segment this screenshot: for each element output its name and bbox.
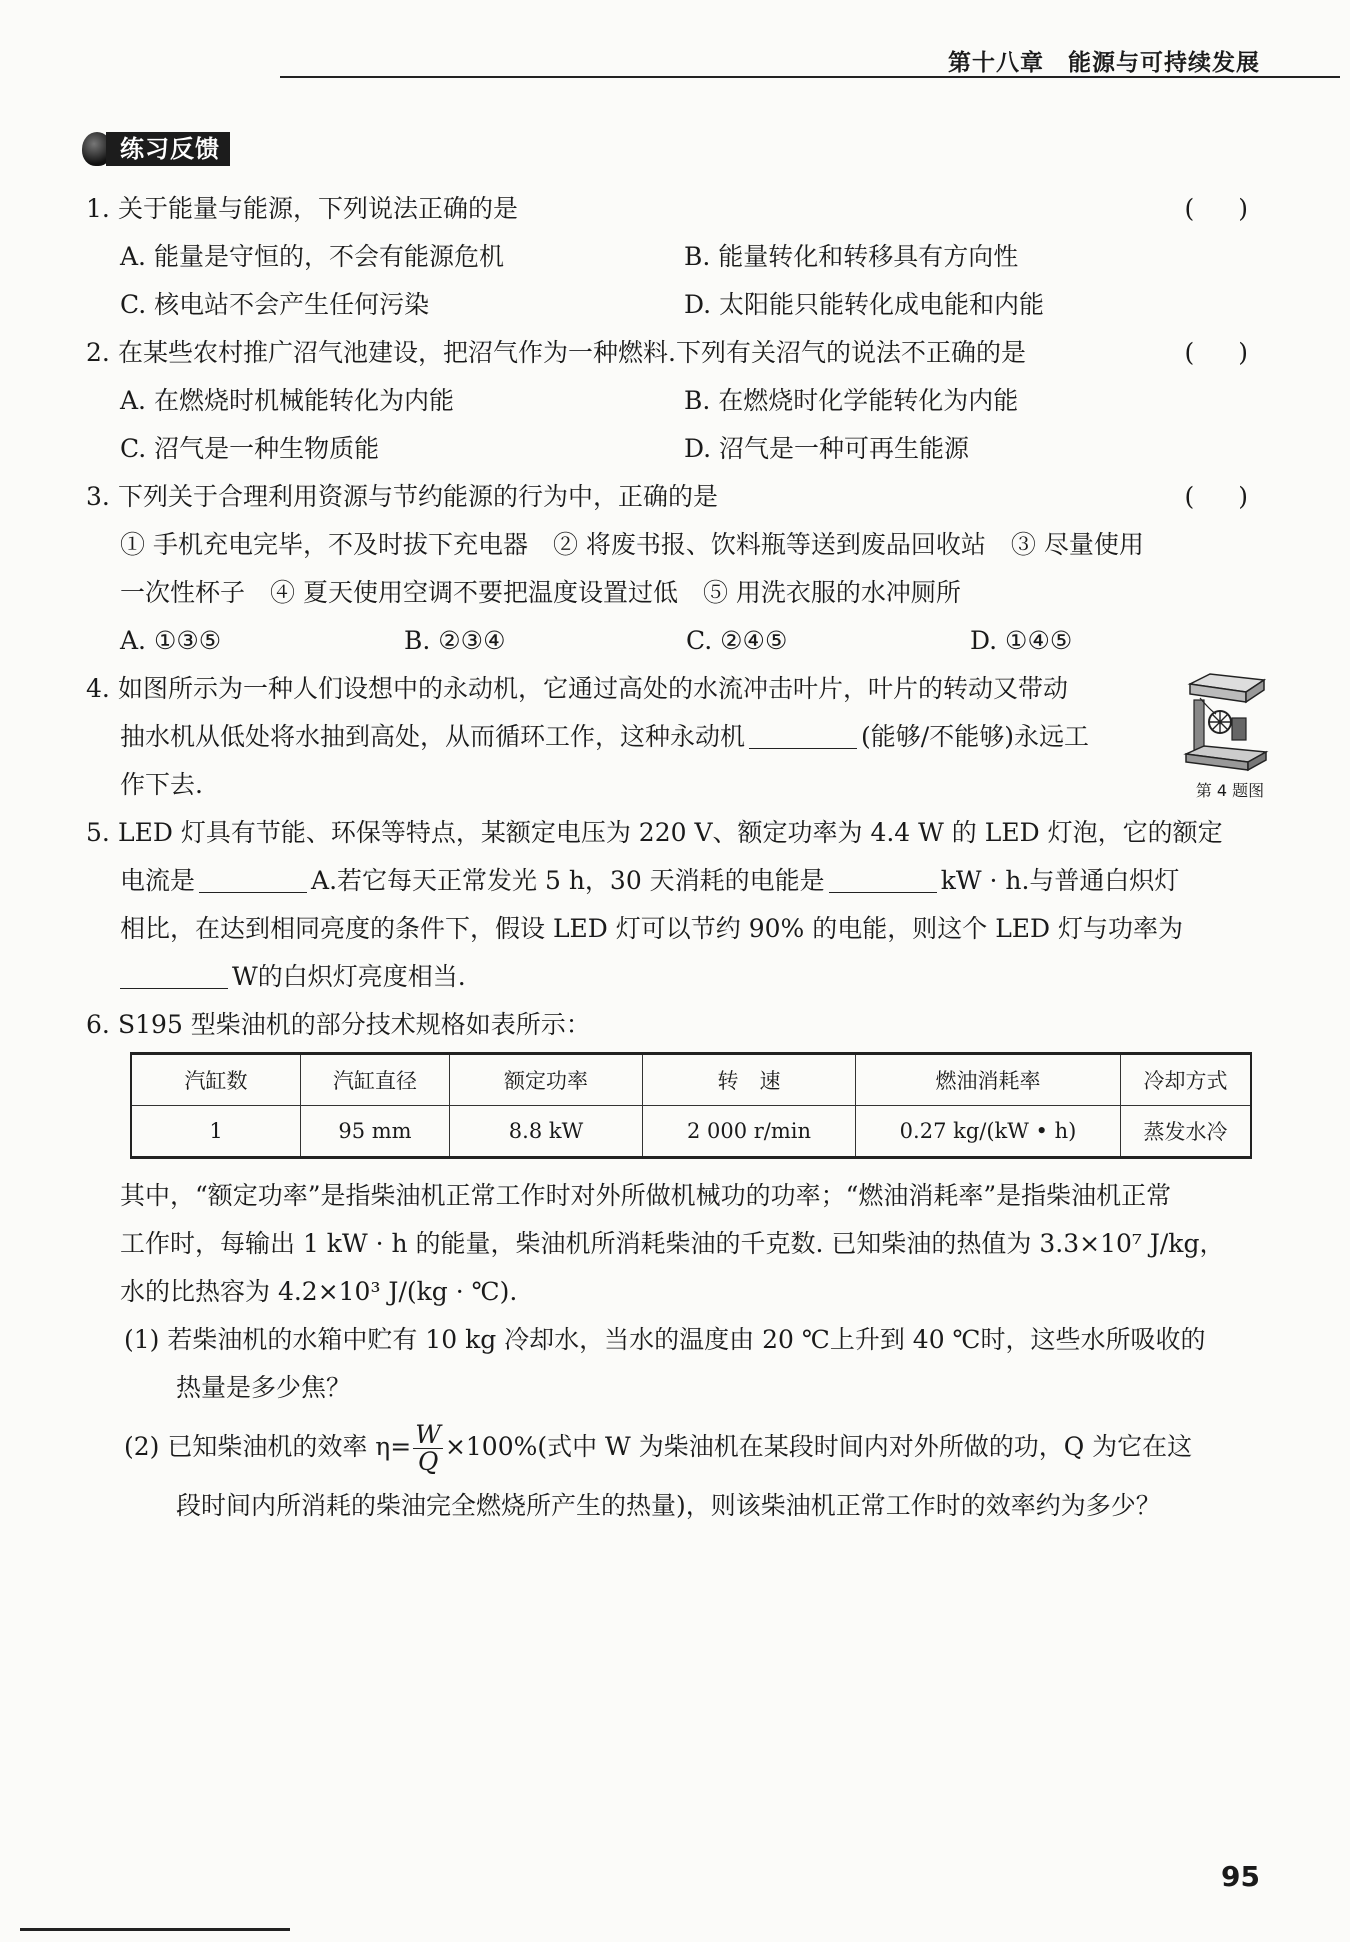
efficiency-fraction — [413, 1422, 443, 1475]
q4-number: 4. — [86, 674, 110, 703]
q4-line-2 — [86, 713, 1266, 761]
q5-line-1 — [86, 809, 1266, 857]
q3-items-line-1: ① 手机充电完毕，不及时拔下充电器 ② 将废书报、饮料瓶等送到废品回收站 ③ 尽量使用 — [120, 530, 1144, 559]
q3-stem-line — [86, 473, 1266, 521]
q1-option-d: D. 太阳能只能转化成电能和内能 — [684, 290, 1045, 319]
q5-text-2b: A.若它每天正常发光 5 h，30 天消耗的电能是 — [311, 866, 825, 895]
table-header-cell: 燃油消耗率 — [856, 1054, 1121, 1106]
q6-sub2-line-1 — [86, 1412, 1266, 1482]
q5-line-4 — [86, 953, 1266, 1001]
table-cell: 2 000 r/min — [643, 1106, 856, 1158]
q3-answer-parens: ( ) — [1184, 482, 1266, 511]
fraction-denominator: Q — [417, 1447, 439, 1476]
q5-blank-power — [120, 960, 228, 989]
table-cell: 95 mm — [301, 1106, 450, 1158]
table-cell: 0.27 kg/(kW • h) — [856, 1106, 1121, 1158]
q6-stem: S195 型柴油机的部分技术规格如表所示： — [118, 1010, 591, 1039]
q4-answer-blank — [749, 720, 857, 749]
q4-text-1: 如图所示为一种人们设想中的永动机，它通过高处的水流冲击叶片，叶片的转动又带动 — [118, 674, 1069, 703]
q3-stem: 下列关于合理利用资源与节约能源的行为中，正确的是 — [118, 482, 719, 511]
table-header-row — [131, 1054, 1251, 1106]
q6-continued — [86, 1172, 1266, 1530]
q3-options-row — [86, 617, 1266, 665]
q2-option-b: B. 在燃烧时化学能转化为内能 — [684, 386, 1019, 415]
q4-figure-caption: 第 4 题图 — [1195, 781, 1265, 800]
q6-sub2-post: ×100%(式中 W 为柴油机在某段时间内对外所做的功，Q 为它在这 — [444, 1432, 1193, 1461]
q5-text-2a: 电流是 — [120, 866, 196, 895]
q5-line-2 — [86, 857, 1266, 905]
q6-sub2-line-2: 段时间内所消耗的柴油完全燃烧所产生的热量)，则该柴油机正常工作时的效率约为多少？ — [176, 1491, 1161, 1520]
q4-line-1 — [86, 665, 1266, 713]
q2-option-c: C. 沼气是一种生物质能 — [120, 434, 380, 463]
q1-option-b: B. 能量转化和转移具有方向性 — [684, 242, 1019, 271]
page-header — [280, 0, 1350, 80]
q4-text-2a: 抽水机从低处将水抽到高处，从而循环工作，这种永动机 — [120, 722, 746, 751]
page-number: 95 — [1221, 1860, 1260, 1893]
q6-desc-line-2: 工作时，每输出 1 kW · h 的能量，柴油机所消耗柴油的千克数. 已知柴油的热值为 3.3×10⁷ J/kg， — [120, 1229, 1225, 1258]
diesel-spec-table — [130, 1052, 1252, 1159]
q1-stem-line — [86, 185, 1266, 233]
footer-rule — [20, 1928, 290, 1931]
q1-options-row-2 — [86, 281, 1266, 329]
q6-sub2-pre: (2) 已知柴油机的效率 η= — [124, 1432, 412, 1461]
q5-text-4: W的白炽灯亮度相当. — [232, 962, 466, 991]
q6-sub1-line-2: 热量是多少焦？ — [176, 1373, 352, 1402]
q2-options-row-1 — [86, 377, 1266, 425]
exercise-content — [86, 185, 1266, 1049]
q5-number: 5. — [86, 818, 110, 847]
table-header-cell: 汽缸数 — [131, 1054, 301, 1106]
table-cell: 1 — [131, 1106, 301, 1158]
q3-items-line-2: 一次性杯子 ④ 夏天使用空调不要把温度设置过低 ⑤ 用洗衣服的水冲厕所 — [120, 578, 961, 607]
q6-stem-line — [86, 1001, 1266, 1049]
q1-option-a: A. 能量是守恒的，不会有能源危机 — [120, 242, 504, 271]
q2-number: 2. — [86, 338, 110, 367]
q6-sub1-line-1: (1) 若柴油机的水箱中贮有 10 kg 冷却水，当水的温度由 20 ℃上升到 40 ℃时，这些水所吸收的 — [124, 1325, 1206, 1354]
q4-line-3: 作下去. — [120, 770, 203, 799]
q2-stem-line — [86, 329, 1266, 377]
header-rule — [280, 76, 1340, 78]
table-cell: 蒸发水冷 — [1121, 1106, 1252, 1158]
q2-options-row-2 — [86, 425, 1266, 473]
q1-number: 1. — [86, 194, 110, 223]
table-header-cell: 冷却方式 — [1121, 1054, 1252, 1106]
q3-option-d: D. ①④⑤ — [970, 626, 1073, 655]
table-cell: 8.8 kW — [450, 1106, 643, 1158]
chapter-title: 第十八章 能源与可持续发展 — [948, 50, 1260, 76]
q4-text-2b: (能够/不能够)永远工 — [861, 722, 1089, 751]
q6-desc-line-3: 水的比热容为 4.2×10³ J/(kg · ℃). — [120, 1277, 518, 1306]
q5-blank-energy — [829, 864, 937, 893]
q1-answer-parens: ( ) — [1184, 194, 1266, 223]
q3-number: 3. — [86, 482, 110, 511]
q3-option-b: B. ②③④ — [404, 626, 506, 655]
q6-number: 6. — [86, 1010, 110, 1039]
table-header-cell: 转 速 — [643, 1054, 856, 1106]
table-row — [131, 1106, 1251, 1158]
q3-option-a: A. ①③⑤ — [120, 626, 222, 655]
q5-line-3: 相比，在达到相同亮度的条件下，假设 LED 灯可以节约 90% 的电能，则这个 LED 灯与功率为 — [120, 914, 1184, 943]
q4-figure — [1180, 670, 1270, 800]
q2-option-a: A. 在燃烧时机械能转化为内能 — [120, 386, 454, 415]
perpetual-motion-machine-illustration — [1180, 670, 1270, 778]
q2-answer-parens: ( ) — [1184, 338, 1266, 367]
q5-text-2c: kW · h.与普通白炽灯 — [940, 866, 1180, 895]
q3-option-c: C. ②④⑤ — [686, 626, 788, 655]
section-badge-label: 练习反馈 — [106, 132, 230, 166]
fraction-numerator: W — [415, 1420, 441, 1449]
table-header-cell: 额定功率 — [450, 1054, 643, 1106]
q5-blank-current — [199, 864, 307, 893]
q1-option-c: C. 核电站不会产生任何污染 — [120, 290, 430, 319]
table-header-cell: 汽缸直径 — [301, 1054, 450, 1106]
q5-text-1: LED 灯具有节能、环保等特点，某额定电压为 220 V、额定功率为 4.4 W 的 LED 灯泡，它的额定 — [118, 818, 1223, 847]
q2-stem: 在某些农村推广沼气池建设，把沼气作为一种燃料.下列有关沼气的说法不正确的是 — [118, 338, 1026, 367]
q6-desc-line-1: 其中，“额定功率”是指柴油机正常工作时对外所做机械功的功率；“燃油消耗率”是指柴油机正常 — [120, 1181, 1172, 1210]
q2-option-d: D. 沼气是一种可再生能源 — [684, 434, 970, 463]
q1-stem: 关于能量与能源，下列说法正确的是 — [118, 194, 519, 223]
q1-options-row-1 — [86, 233, 1266, 281]
